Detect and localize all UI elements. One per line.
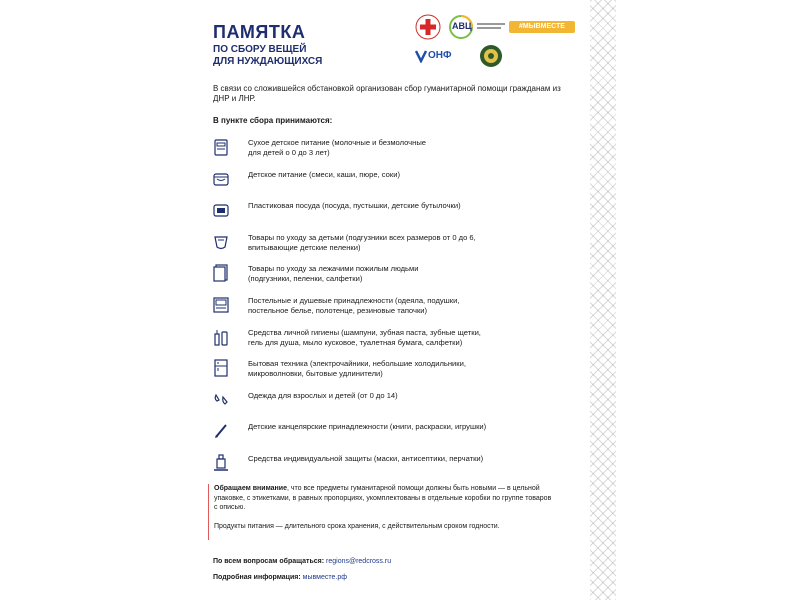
list-item — [210, 134, 590, 166]
emblem-logo — [479, 44, 503, 68]
item-line-2: (подгузники, пеленки, салфетки) — [248, 274, 363, 284]
notice-block — [208, 484, 554, 540]
accepted-items-list — [210, 134, 590, 482]
item-line-1: Одежда для взрослых и детей (от 0 до 14) — [248, 390, 398, 400]
baby-formula-icon — [213, 138, 229, 156]
item-line-1: Товары по уходу за детьми (подгузники всех размеров от 0 до 6, — [248, 232, 476, 242]
list-item — [210, 166, 590, 198]
clothing-icon — [213, 391, 229, 409]
subtitle-line-1: ПО СБОРУ ВЕЩЕЙ — [213, 44, 307, 55]
list-item — [210, 260, 590, 292]
intro-paragraph: В связи со сложившейся обстановкой организован сбор гуманитарной помощи гражданам из ДНР и ЛНР. — [213, 84, 561, 103]
bedding-icon — [213, 296, 229, 314]
notice-bold: Обращаем внимание — [214, 485, 287, 492]
list-item — [210, 324, 590, 356]
food-notice: Продукты питания — длительного срока хранения, с действительным сроком годности. — [214, 522, 500, 530]
subtitle-line-2: ДЛЯ НУЖДАЮЩИХСЯ — [213, 56, 323, 67]
item-line-1: Постельные и душевые принадлежности (одеяла, подушки, — [248, 295, 460, 305]
list-item — [210, 229, 590, 261]
stationery-icon — [213, 422, 229, 440]
item-line-1: Средства личной гигиены (шампуни, зубная паста, зубные щетки, — [248, 327, 481, 337]
plastic-dishes-icon — [213, 201, 229, 219]
partner-logos — [415, 14, 585, 74]
list-item — [210, 292, 590, 324]
baby-food-jar-icon — [213, 170, 229, 188]
contact-questions — [213, 557, 391, 566]
notice-text: , что все предметы гуманитарной помощи должны быть новыми — в цельной упаковке, с этикетками, в равных пропорциях, укомплектованы в отдельные коробки по группе товаров с описью. — [214, 485, 552, 511]
list-item — [210, 197, 590, 229]
item-line-2: постельное белье, полотенце, резиновые тапочки) — [248, 305, 428, 315]
item-line-2: гель для душа, мыло кусковое, туалетная бумага, салфетки) — [248, 337, 463, 347]
list-item — [210, 418, 590, 450]
list-item — [210, 387, 590, 419]
item-line-1: Товары по уходу за лежачими пожилым людьми — [248, 264, 419, 274]
list-item — [210, 355, 590, 387]
avc-caption-line — [477, 23, 505, 25]
elderly-care-icon — [213, 264, 229, 282]
questions-label: По всем вопросам обращаться: — [213, 558, 325, 565]
item-line-1: Пластиковая посуда (посуда, пустышки, детские бутылочки) — [248, 201, 461, 211]
avc-logo — [448, 14, 506, 40]
onf-logo — [415, 48, 455, 64]
item-line-1: Сухое детское питание (молочные и безмолочные — [248, 138, 426, 147]
hygiene-icon — [213, 328, 229, 346]
onf-check-icon — [415, 49, 427, 63]
protective-gear-icon — [213, 454, 229, 472]
item-line-2: микроволновки, бытовые удлинители) — [248, 369, 383, 379]
diaper-icon — [213, 233, 229, 251]
hashtag-text: #МЫВМЕСТЕ — [519, 23, 565, 30]
item-line-2: для детей о 0 до 3 лет) — [248, 148, 330, 157]
hashtag-logo — [509, 21, 575, 33]
item-line-2: впитывающие детские пеленки) — [248, 242, 361, 252]
decorative-border-pattern — [590, 0, 616, 600]
contact-info — [213, 573, 347, 582]
item-line-1: Бытовая техника (электрочайники, небольшие холодильники, — [248, 359, 466, 369]
info-label: Подробная информация: — [213, 574, 301, 581]
avc-logo-text: АВЦ — [452, 21, 472, 31]
list-item — [210, 450, 590, 482]
item-line-1: Средства индивидуальной защиты (маски, антисептики, перчатки) — [248, 453, 484, 463]
item-line-1: Детское питание (смеси, каши, пюре, соки) — [248, 169, 400, 179]
notice-paragraph — [214, 484, 554, 513]
page-title: ПАМЯТКА — [213, 22, 306, 42]
section-heading: В пункте сбора принимаются: — [213, 116, 333, 125]
avc-caption-line — [477, 27, 501, 29]
email-link[interactable]: regions@redcross.ru — [326, 558, 392, 565]
onf-logo-text: ОНФ — [428, 50, 452, 61]
page-subtitle — [213, 44, 383, 68]
site-link[interactable]: мывместе.рф — [302, 574, 347, 581]
red-cross-logo — [415, 14, 441, 40]
appliances-icon — [213, 359, 229, 377]
item-line-1: Детские канцелярские принадлежности (книги, раскраски, игрушки) — [248, 422, 487, 432]
